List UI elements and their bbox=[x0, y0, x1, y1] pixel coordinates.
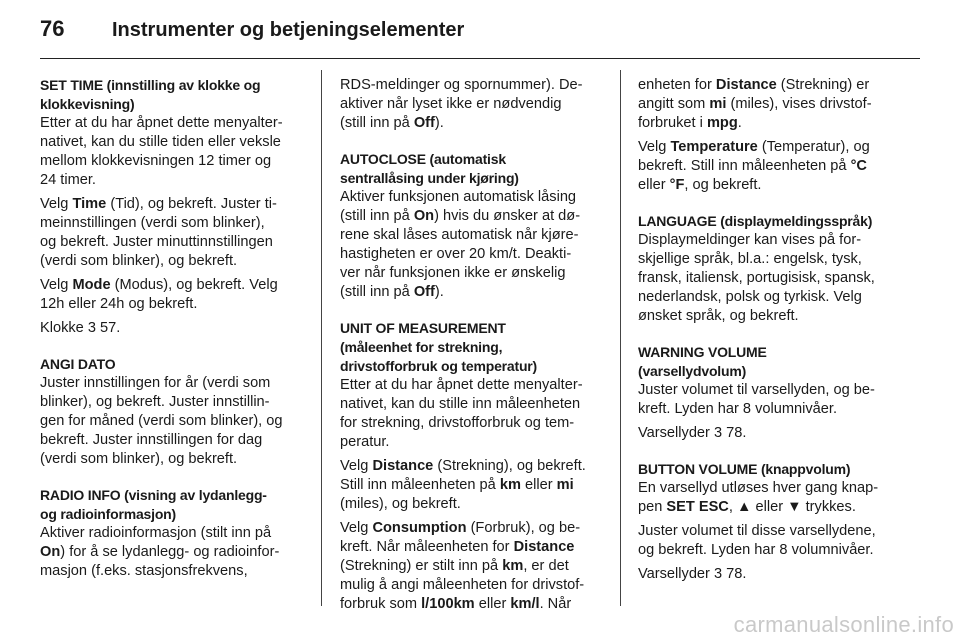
text-run: (miles), og bekreft. bbox=[340, 496, 461, 512]
text-run: (Strekning), og bekreft. bbox=[433, 458, 586, 474]
section-gap bbox=[638, 331, 908, 343]
bold-term: mpg bbox=[706, 115, 738, 131]
text-line bbox=[638, 114, 908, 133]
text-run: . bbox=[737, 115, 742, 131]
text-line bbox=[638, 424, 908, 443]
text-line bbox=[340, 283, 610, 302]
text-line: UNIT OF MEASUREMENT bbox=[340, 320, 506, 336]
text-run: Juster volumet til disse varsellydene, bbox=[638, 523, 876, 539]
text-line bbox=[40, 195, 310, 214]
text-line bbox=[638, 479, 908, 498]
text-line bbox=[40, 543, 310, 562]
text-run: (verdi som blinker), og bekreft. bbox=[40, 253, 238, 269]
text-run: Displaymeldinger kan vises på for- bbox=[638, 232, 862, 248]
text-line bbox=[340, 519, 610, 538]
text-run: (Tid), og bekreft. Juster ti- bbox=[106, 196, 277, 212]
text-run: kreft. Lyden har 8 volumnivåer. bbox=[638, 401, 838, 417]
text-column-3 bbox=[638, 76, 908, 589]
paragraph bbox=[40, 319, 310, 338]
text-run: eller bbox=[638, 177, 670, 193]
text-run: Juster innstillingen for år (verdi som bbox=[40, 375, 271, 391]
paragraph bbox=[340, 376, 610, 452]
section-gap bbox=[40, 343, 310, 355]
text-line bbox=[40, 276, 310, 295]
text-line bbox=[40, 295, 310, 314]
bold-term: On bbox=[413, 208, 435, 224]
text-run: eller bbox=[474, 596, 511, 612]
text-run: , er det bbox=[523, 558, 569, 574]
text-run: masjon (f.eks. stasjonsfrekvens, bbox=[40, 563, 248, 579]
bold-term: mi bbox=[556, 477, 574, 493]
text-run: Velg bbox=[340, 458, 373, 474]
text-line bbox=[340, 245, 610, 264]
text-line bbox=[638, 250, 908, 269]
bold-term: Consumption bbox=[372, 520, 467, 536]
text-run: eller bbox=[751, 499, 788, 515]
text-run: 57. bbox=[95, 320, 121, 336]
text-line: (måleenhet for strekning, bbox=[340, 339, 503, 355]
bold-term: Distance bbox=[715, 77, 777, 93]
text-line bbox=[638, 138, 908, 157]
text-line bbox=[638, 381, 908, 400]
section-heading bbox=[638, 460, 908, 479]
text-run: skjellige språk, bl.a.: engelsk, tysk, bbox=[638, 251, 862, 267]
text-run: peratur. bbox=[340, 434, 390, 450]
column-divider bbox=[620, 70, 621, 606]
text-line bbox=[638, 176, 908, 195]
text-run: (Strekning) er bbox=[776, 77, 870, 93]
text-line: BUTTON VOLUME (knappvolum) bbox=[638, 461, 851, 477]
text-line bbox=[40, 431, 310, 450]
bold-term: SET ESC bbox=[666, 499, 729, 515]
text-run: nederlandsk, polsk og tyrkisk. Velg bbox=[638, 289, 862, 305]
section-heading bbox=[638, 212, 908, 231]
section-heading bbox=[40, 486, 310, 524]
section-gap bbox=[340, 138, 610, 150]
text-run: ). bbox=[434, 284, 444, 300]
section-gap bbox=[638, 448, 908, 460]
text-run: fransk, italiensk, portugisisk, spansk, bbox=[638, 270, 875, 286]
text-run: Varsellyder bbox=[638, 566, 714, 582]
text-run: Etter at du har åpnet dette menyalter- bbox=[340, 377, 583, 393]
text-run: En varsellyd utløses hver gang knap- bbox=[638, 480, 879, 496]
text-run: ) hvis du ønsker at dø- bbox=[434, 208, 581, 224]
text-line bbox=[340, 495, 610, 514]
text-run: Velg bbox=[340, 520, 373, 536]
text-run: nativet, kan du stille inn måleenheten bbox=[340, 396, 581, 412]
bold-term: °F bbox=[669, 177, 685, 193]
paragraph bbox=[638, 138, 908, 195]
text-run: forbruk som bbox=[340, 596, 422, 612]
text-line bbox=[40, 152, 310, 171]
text-run: (verdi som blinker), og bekreft. bbox=[40, 451, 238, 467]
paragraph bbox=[638, 76, 908, 133]
text-line: AUTOCLOSE (automatisk bbox=[340, 151, 506, 167]
text-run: bekreft. Juster innstillingen for dag bbox=[40, 432, 263, 448]
text-line bbox=[40, 233, 310, 252]
text-line bbox=[40, 214, 310, 233]
text-line bbox=[40, 450, 310, 469]
text-line bbox=[638, 541, 908, 560]
paragraph bbox=[638, 381, 908, 419]
text-run: hastigheten er over 20 km/t. Deakti- bbox=[340, 246, 572, 262]
text-run: Klokke bbox=[40, 320, 88, 336]
text-line bbox=[340, 557, 610, 576]
text-run: ). bbox=[434, 115, 444, 131]
text-line bbox=[40, 374, 310, 393]
text-run: aktiver når lyset ikke er nødvendig bbox=[340, 96, 562, 112]
bold-term: Distance bbox=[372, 458, 434, 474]
text-run: . Når bbox=[539, 596, 572, 612]
text-line bbox=[340, 457, 610, 476]
text-run: for strekning, drivstofforbruk og tem- bbox=[340, 415, 575, 431]
paragraph bbox=[340, 457, 610, 514]
text-line bbox=[638, 307, 908, 326]
text-line: RADIO INFO (visning av lydanlegg- bbox=[40, 487, 267, 503]
text-run: pen bbox=[638, 499, 667, 515]
text-line bbox=[340, 595, 610, 614]
bold-term: l/100km bbox=[421, 596, 475, 612]
text-run: Aktiver funksjonen automatisk låsing bbox=[340, 189, 577, 205]
text-run: RDS-meldinger og spornummer). De- bbox=[340, 77, 583, 93]
paragraph bbox=[638, 231, 908, 326]
text-run: 78. bbox=[722, 566, 747, 582]
page-reference-icon: 3 bbox=[713, 425, 723, 441]
text-run: 78. bbox=[722, 425, 747, 441]
text-run: angitt som bbox=[638, 96, 710, 112]
text-line bbox=[340, 414, 610, 433]
text-line bbox=[40, 114, 310, 133]
bold-term: Off bbox=[413, 115, 435, 131]
text-line bbox=[340, 226, 610, 245]
text-run: (still inn på bbox=[340, 208, 414, 224]
text-run: (Modus), og bekreft. Velg bbox=[110, 277, 278, 293]
text-line bbox=[40, 252, 310, 271]
text-line bbox=[340, 95, 610, 114]
text-line bbox=[638, 522, 908, 541]
text-run: ønsket språk, og bekreft. bbox=[638, 308, 799, 324]
section-heading bbox=[40, 355, 310, 374]
section-gap bbox=[340, 307, 610, 319]
text-line: ANGI DATO bbox=[40, 356, 116, 372]
text-run: kreft. Når måleenheten for bbox=[340, 539, 514, 555]
text-run: , og bekreft. bbox=[684, 177, 762, 193]
page-reference-icon: 3 bbox=[713, 566, 723, 582]
text-line bbox=[340, 188, 610, 207]
text-line bbox=[638, 157, 908, 176]
bold-term: ▲ bbox=[736, 499, 752, 515]
text-run: Still inn måleenheten på bbox=[340, 477, 500, 493]
text-run: mulig å angi måleenheten for drivstof- bbox=[340, 577, 585, 593]
bold-term: km bbox=[499, 477, 521, 493]
text-line bbox=[340, 395, 610, 414]
paragraph bbox=[40, 114, 310, 190]
paragraph bbox=[638, 424, 908, 443]
text-run: (Strekning) er stilt inn på bbox=[340, 558, 503, 574]
text-line bbox=[40, 412, 310, 431]
text-line bbox=[340, 576, 610, 595]
text-line bbox=[40, 562, 310, 581]
watermark: carmanualsonline.info bbox=[733, 612, 954, 637]
text-line bbox=[40, 393, 310, 412]
text-line bbox=[40, 319, 310, 338]
paragraph bbox=[40, 374, 310, 469]
text-line bbox=[340, 433, 610, 452]
text-line: (varsellydvolum) bbox=[638, 363, 747, 379]
bold-term: Off bbox=[413, 284, 435, 300]
text-line bbox=[638, 400, 908, 419]
text-column-1 bbox=[40, 76, 310, 586]
paragraph bbox=[40, 276, 310, 314]
text-run: rene skal låses automatisk når kjøre- bbox=[340, 227, 579, 243]
bold-term: Temperature bbox=[670, 139, 758, 155]
paragraph bbox=[40, 524, 310, 581]
text-line: drivstofforbruk og temperatur) bbox=[340, 358, 538, 374]
text-run: (Temperatur), og bbox=[757, 139, 870, 155]
text-line bbox=[340, 376, 610, 395]
text-line bbox=[638, 498, 908, 517]
page-reference-icon: 3 bbox=[87, 320, 96, 336]
text-run: meinnstillingen (verdi som blinker), bbox=[40, 215, 265, 231]
text-run: nativet, kan du stille tiden eller veksle bbox=[40, 134, 281, 150]
bold-term: On bbox=[40, 544, 61, 560]
text-run: Etter at du har åpnet dette menyalter- bbox=[40, 115, 283, 131]
text-run: (still inn på bbox=[340, 284, 414, 300]
text-line bbox=[340, 264, 610, 283]
text-run: blinker), og bekreft. Juster innstillin- bbox=[40, 394, 270, 410]
text-run: mellom klokkevisningen 12 timer og bbox=[40, 153, 272, 169]
text-run: enheten for bbox=[638, 77, 716, 93]
text-line bbox=[340, 538, 610, 557]
text-run: ) for å se lydanlegg- og radioinfor- bbox=[60, 544, 280, 560]
page-title: Instrumenter og betjeningselementer bbox=[112, 19, 465, 41]
text-line bbox=[638, 269, 908, 288]
page-header bbox=[40, 16, 920, 56]
text-run: og bekreft. Lyden har 8 volumnivåer. bbox=[638, 542, 874, 558]
text-line bbox=[340, 76, 610, 95]
text-run: gen for måned (verdi som blinker), og bbox=[40, 413, 283, 429]
text-line: klokkevisning) bbox=[40, 96, 135, 112]
column-divider bbox=[321, 70, 322, 606]
section-heading bbox=[638, 343, 908, 381]
bold-term: km/l bbox=[510, 596, 540, 612]
text-column-2 bbox=[340, 76, 610, 619]
text-run: trykkes. bbox=[801, 499, 856, 515]
text-line bbox=[638, 76, 908, 95]
paragraph bbox=[638, 522, 908, 560]
text-run: (Forbruk), og be- bbox=[466, 520, 581, 536]
text-line bbox=[40, 133, 310, 152]
bold-term: Time bbox=[72, 196, 107, 212]
text-run: Juster volumet til varsellyden, og be- bbox=[638, 382, 875, 398]
bold-term: ▼ bbox=[787, 499, 802, 515]
text-line bbox=[638, 95, 908, 114]
text-run: forbruket i bbox=[638, 115, 707, 131]
text-line bbox=[340, 207, 610, 226]
bold-term: °C bbox=[850, 158, 867, 174]
text-run: 12h eller 24h og bekreft. bbox=[40, 296, 198, 312]
section-heading bbox=[340, 319, 610, 376]
text-line: sentrallåsing under kjøring) bbox=[340, 170, 519, 186]
section-heading bbox=[340, 150, 610, 188]
paragraph bbox=[638, 565, 908, 584]
text-line bbox=[638, 565, 908, 584]
bold-term: km bbox=[502, 558, 524, 574]
text-run: (miles), vises drivstof- bbox=[726, 96, 872, 112]
paragraph bbox=[340, 76, 610, 133]
text-run: og bekreft. Juster minuttinnstillingen bbox=[40, 234, 273, 250]
text-line bbox=[340, 114, 610, 133]
paragraph bbox=[40, 195, 310, 271]
page-number: 76 bbox=[40, 16, 65, 41]
header-rule bbox=[40, 58, 920, 59]
text-line: og radioinformasjon) bbox=[40, 506, 177, 522]
text-line: SET TIME (innstilling av klokke og bbox=[40, 77, 261, 93]
paragraph bbox=[340, 519, 610, 614]
text-line bbox=[40, 524, 310, 543]
bold-term: Mode bbox=[72, 277, 111, 293]
text-run: Aktiver radioinformasjon (stilt inn på bbox=[40, 525, 272, 541]
section-heading bbox=[40, 76, 310, 114]
text-run: eller bbox=[520, 477, 557, 493]
paragraph bbox=[638, 479, 908, 517]
text-run: ver når funksjonen ikke er ønskelig bbox=[340, 265, 566, 281]
section-gap bbox=[40, 474, 310, 486]
text-run: Velg bbox=[638, 139, 671, 155]
text-run: Velg bbox=[40, 196, 73, 212]
text-run: bekreft. Still inn måleenheten på bbox=[638, 158, 851, 174]
text-line bbox=[638, 288, 908, 307]
text-line: LANGUAGE (displaymeldingsspråk) bbox=[638, 213, 873, 229]
text-run: Velg bbox=[40, 277, 73, 293]
text-line: WARNING VOLUME bbox=[638, 344, 767, 360]
text-run: Varsellyder bbox=[638, 425, 714, 441]
bold-term: Distance bbox=[513, 539, 575, 555]
text-line bbox=[638, 231, 908, 250]
text-run: , bbox=[728, 499, 737, 515]
text-run: 24 timer. bbox=[40, 172, 96, 188]
text-line bbox=[340, 476, 610, 495]
text-run: (still inn på bbox=[340, 115, 414, 131]
section-gap bbox=[638, 200, 908, 212]
paragraph bbox=[340, 188, 610, 302]
text-line bbox=[40, 171, 310, 190]
bold-term: mi bbox=[709, 96, 727, 112]
